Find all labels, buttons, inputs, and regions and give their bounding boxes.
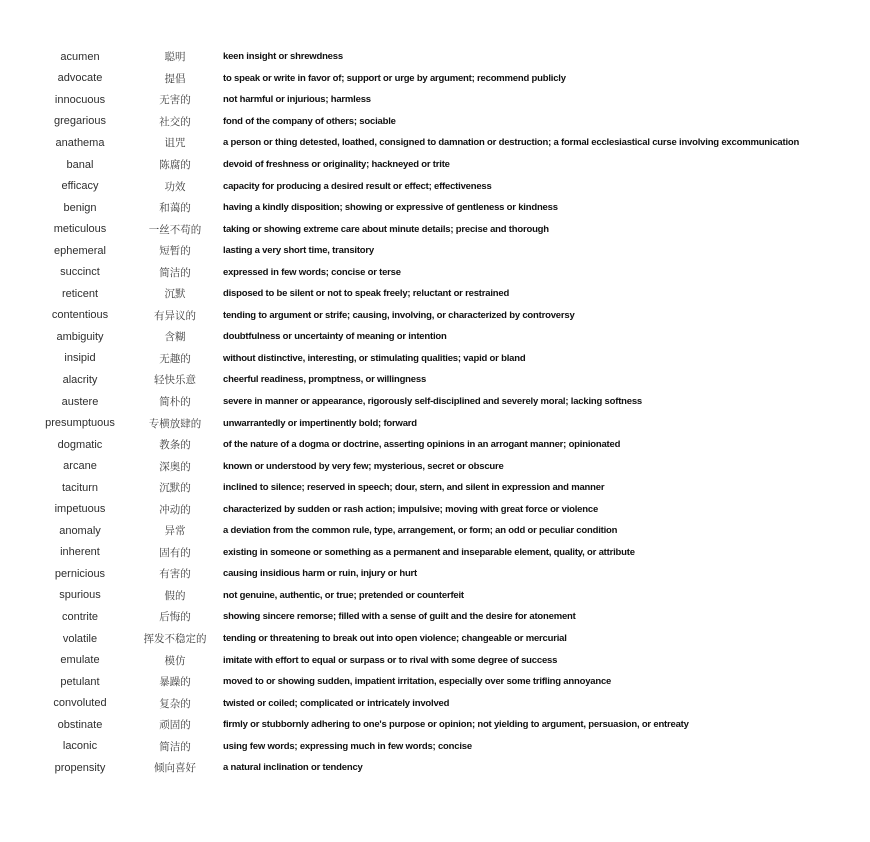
table-row <box>0 542 870 564</box>
word-cell: innocuous <box>54 93 106 106</box>
table-row <box>0 736 870 758</box>
table-row <box>0 714 870 736</box>
definition-cell: causing insidious harm or ruin, injury or hurt <box>223 568 418 580</box>
definition-cell: known or understood by very few; mysterious, secret or obscure <box>223 460 504 472</box>
table-row <box>0 154 870 176</box>
word-cell: banal <box>66 158 94 171</box>
definition-cell: a natural inclination or tendency <box>223 762 363 774</box>
table-row <box>0 563 870 585</box>
translation-cell: 沉默的 <box>159 482 191 495</box>
translation-cell: 顽固的 <box>159 719 191 732</box>
translation-cell: 轻快乐意 <box>154 374 196 387</box>
table-row <box>0 477 870 499</box>
table-row <box>0 585 870 607</box>
word-cell: succinct <box>60 266 100 279</box>
word-cell: impetuous <box>54 503 106 516</box>
definition-cell: characterized by sudden or rash action; impulsive; moving with great force or violence <box>223 503 599 515</box>
definition-cell: doubtfulness or uncertainty of meaning or intention <box>223 331 447 343</box>
word-cell: anathema <box>55 136 105 149</box>
translation-cell: 社交的 <box>159 115 191 128</box>
table-row <box>0 283 870 305</box>
table-row <box>0 498 870 520</box>
table-row <box>0 434 870 456</box>
definition-cell: of the nature of a dogma or doctrine, asserting opinions in an arrogant manner; opinionated <box>223 439 621 451</box>
table-row <box>0 46 870 68</box>
translation-cell: 提倡 <box>164 72 186 85</box>
translation-cell: 无趣的 <box>159 352 191 365</box>
translation-cell: 陈腐的 <box>159 159 191 171</box>
translation-cell: 含糊 <box>164 331 186 344</box>
definition-cell: expressed in few words; concise or terse <box>223 266 401 278</box>
word-cell: contrite <box>61 610 99 623</box>
table-row <box>0 68 870 90</box>
translation-cell: 有害的 <box>159 568 191 581</box>
word-cell: austere <box>61 395 99 408</box>
translation-cell: 短暂的 <box>159 245 191 258</box>
translation-cell: 复杂的 <box>159 697 191 710</box>
table-row <box>0 628 870 650</box>
translation-cell: 模仿 <box>164 654 186 667</box>
translation-cell: 教条的 <box>159 439 191 452</box>
word-cell: emulate <box>60 654 100 667</box>
word-cell: gregarious <box>54 115 106 128</box>
table-row <box>0 391 870 413</box>
translation-cell: 专横放肆的 <box>148 417 202 430</box>
definition-cell: existing in someone or something as a permanent and inseparable element, quality, or attribute <box>223 546 635 558</box>
word-cell: taciturn <box>61 481 99 494</box>
translation-cell: 聪明 <box>164 51 186 64</box>
definition-cell: disposed to be silent or not to speak freely; reluctant or restrained <box>223 288 510 300</box>
translation-cell: 暴躁的 <box>159 676 191 689</box>
word-cell: convoluted <box>53 697 107 710</box>
word-cell: advocate <box>57 72 103 85</box>
translation-cell: 和蔼的 <box>159 202 191 215</box>
definition-cell: inclined to silence; reserved in speech; dour, stern, and silent in expression and manner <box>223 482 605 494</box>
word-cell: efficacy <box>61 180 99 193</box>
table-row <box>0 240 870 262</box>
definition-cell: taking or showing extreme care about minute details; precise and thorough <box>223 223 549 235</box>
word-cell: laconic <box>62 740 98 753</box>
translation-cell: 有异议的 <box>154 309 196 322</box>
translation-cell: 挥发不稳定的 <box>143 633 207 646</box>
word-cell: pernicious <box>54 567 106 580</box>
table-row <box>0 261 870 283</box>
definition-cell: without distinctive, interesting, or stimulating qualities; vapid or bland <box>223 352 526 364</box>
table-row <box>0 520 870 542</box>
translation-cell: 沉默 <box>164 288 186 301</box>
translation-cell: 功效 <box>164 180 186 193</box>
definition-cell: not genuine, authentic, or true; pretended or counterfeit <box>223 589 464 601</box>
table-row <box>0 348 870 370</box>
word-cell: acumen <box>60 50 100 63</box>
word-cell: obstinate <box>57 718 103 731</box>
definition-cell: cheerful readiness, promptness, or willingness <box>223 374 427 386</box>
table-row <box>0 111 870 133</box>
word-cell: reticent <box>61 287 99 300</box>
word-cell: dogmatic <box>57 438 103 451</box>
definition-cell: a deviation from the common rule, type, arrangement, or form; an odd or peculiar condition <box>223 525 618 537</box>
translation-cell: 诅咒 <box>164 137 186 150</box>
definition-cell: severe in manner or appearance, rigorously self-disciplined and severely moral; lacking softness <box>223 396 643 408</box>
vocabulary-table <box>0 46 870 779</box>
translation-cell: 后悔的 <box>159 611 191 624</box>
table-row <box>0 132 870 154</box>
table-row <box>0 218 870 240</box>
word-cell: ephemeral <box>54 244 106 257</box>
table-row <box>0 197 870 219</box>
translation-cell: 简洁的 <box>159 740 191 753</box>
table-row <box>0 455 870 477</box>
translation-cell: 无害的 <box>159 94 191 107</box>
definition-cell: devoid of freshness or originality; hackneyed or trite <box>223 159 450 170</box>
table-row <box>0 305 870 327</box>
definition-cell: having a kindly disposition; showing or expressive of gentleness or kindness <box>223 202 558 214</box>
word-cell: presumptuous <box>45 417 115 430</box>
table-row <box>0 175 870 197</box>
word-cell: arcane <box>63 460 97 473</box>
word-cell: contentious <box>51 309 109 322</box>
translation-cell: 固有的 <box>159 546 191 559</box>
definition-cell: fond of the company of others; sociable <box>223 115 396 127</box>
definition-cell: using few words; expressing much in few words; concise <box>223 740 472 752</box>
definition-cell: tending or threatening to break out into open violence; changeable or mercurial <box>223 633 567 645</box>
table-row <box>0 649 870 671</box>
definition-cell: capacity for producing a desired result or effect; effectiveness <box>223 180 492 192</box>
definition-cell: moved to or showing sudden, impatient irritation, especially over some trifling annoyance <box>223 676 612 688</box>
definition-cell: to speak or write in favor of; support or urge by argument; recommend publicly <box>223 72 566 84</box>
word-cell: inherent <box>60 546 100 559</box>
word-cell: alacrity <box>62 373 98 386</box>
word-cell: spurious <box>59 589 101 602</box>
word-cell: meticulous <box>53 223 107 236</box>
definition-cell: imitate with effort to equal or surpass or to rival with some degree of success <box>223 654 558 666</box>
word-cell: anomaly <box>59 524 101 537</box>
table-row <box>0 326 870 348</box>
table-row <box>0 692 870 714</box>
word-cell: ambiguity <box>56 330 104 343</box>
word-cell: petulant <box>60 675 100 688</box>
definition-cell: not harmful or injurious; harmless <box>223 94 371 106</box>
table-row <box>0 757 870 779</box>
definition-cell: unwarrantedly or impertinently bold; forward <box>223 417 417 429</box>
word-cell: propensity <box>54 761 106 774</box>
table-row <box>0 412 870 434</box>
table-row <box>0 369 870 391</box>
translation-cell: 一丝不苟的 <box>148 223 202 236</box>
translation-cell: 深奥的 <box>159 460 191 473</box>
translation-cell: 冲动的 <box>159 503 191 516</box>
definition-cell: twisted or coiled; complicated or intricately involved <box>223 697 450 709</box>
translation-cell: 简朴的 <box>159 396 191 409</box>
definition-cell: keen insight or shrewdness <box>223 51 343 63</box>
definition-cell: a person or thing detested, loathed, consigned to damnation or destruction; a formal ecclesiastical curse involving excommunication <box>223 137 800 149</box>
table-row <box>0 606 870 628</box>
definition-cell: lasting a very short time, transitory <box>223 245 374 257</box>
table-row <box>0 671 870 693</box>
definition-cell: firmly or stubbornly adhering to one's purpose or opinion; not yielding to argument, persuasion, or entreaty <box>223 719 689 731</box>
translation-cell: 简洁的 <box>159 266 191 279</box>
translation-cell: 假的 <box>164 589 186 602</box>
definition-cell: tending to argument or strife; causing, involving, or characterized by controversy <box>223 309 575 321</box>
word-cell: insipid <box>64 352 96 365</box>
word-cell: benign <box>63 201 97 214</box>
definition-cell: showing sincere remorse; filled with a sense of guilt and the desire for atonement <box>223 611 576 623</box>
word-cell: volatile <box>62 632 98 645</box>
translation-cell: 异常 <box>164 525 186 538</box>
translation-cell: 倾向喜好 <box>154 762 196 775</box>
table-row <box>0 89 870 111</box>
